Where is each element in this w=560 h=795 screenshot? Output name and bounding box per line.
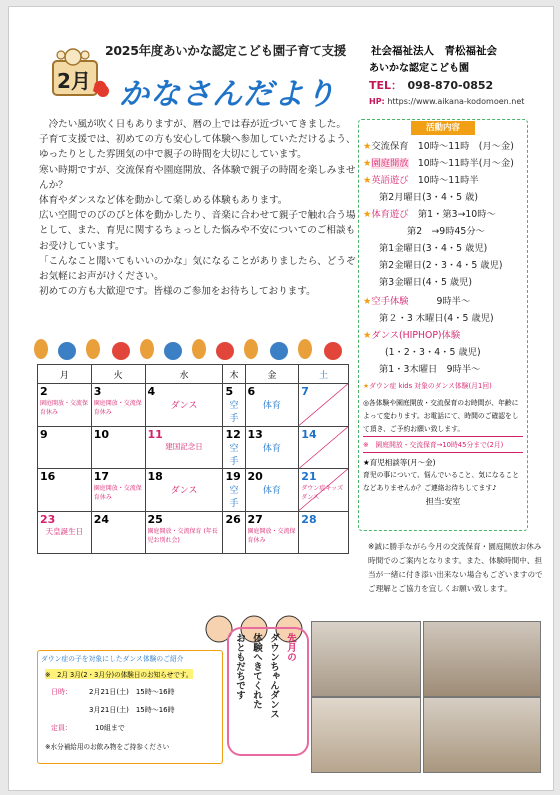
tel-line: TEL： 098-870-0852 [369,79,494,92]
caption-line: 先月の [285,633,296,662]
activity-time: 第1・第3→10時～ [417,209,496,220]
weekday-header: 金 [245,365,299,384]
activity-time: 10時～11時半(月～金) [417,158,514,169]
star-icon: ★ [363,175,372,186]
activity-name: 英語遊び [371,175,409,186]
calendar-day-cell [38,384,92,427]
activity-name: 交流保育 [371,141,409,152]
calendar-week-row [38,469,349,512]
activity-item [363,380,492,390]
activity-time: 第2金曜日(2・3・4・5 歳児) [379,260,503,271]
day-number: 21 [301,470,317,483]
activities-notes [363,397,523,508]
calendar-day-cell [38,426,92,469]
intro-paragraph: 子育て支援では、初めての方も安心して体験へ参加していただけるよう、ゆったりとした雰囲気の中で親子の時間を大切にしています。 [39,134,356,161]
dance-date: 3月21日(土) 15時～16時 [89,706,175,714]
weekday-header: 水 [145,365,223,384]
day-event: 建国記念日 [165,441,203,451]
intro-paragraph: 広い空間でのびのびと体を動かしたり、音楽に合わせて親子で触れ合う場として、また、育児に関するちょっとした悩みや不安についてのご相談もお受けしています。 [39,210,356,252]
activity-name: ダウン症 kids 対象のダンス体験(月1回) [369,382,492,390]
calendar-day-cell [245,511,299,554]
day-note: ダウン症キッズダンス [301,485,344,501]
calendar-day-cell [145,511,223,554]
photo [311,697,421,773]
calendar-day-cell [91,384,145,427]
calendar-day-cell [299,511,349,554]
newsletter-title: かなさんだより [119,77,336,112]
calendar-header-row [38,365,349,384]
day-number: 6 [247,385,256,398]
day-number: 14 [301,427,317,441]
activity-item [363,138,514,152]
calendar-table [37,364,349,554]
note-consultation-title: ★育児相談等(月～金) [363,458,436,467]
weekday-header: 土 [299,365,349,384]
calendar-week-row [38,511,349,554]
calendar-day-cell [145,426,223,469]
activity-time: 第1金曜日(3・4・5 歳児) [379,243,488,254]
tel-number[interactable]: 098-870-0852 [407,79,494,92]
hp-label: HP: [369,97,385,106]
dance-note: ※水分補給用のお飲み物をご持参ください [45,743,170,751]
intro-paragraph: 冷たい風が吹く日もありますが、暦の上では春が近づいてきました。 [48,119,346,130]
activity-time: 第２・3 木曜日(4・5 歳児) [379,313,494,324]
photo [423,697,541,773]
closed-slash-icon [299,469,348,511]
calendar-day-cell [91,511,145,554]
intro-paragraph: 初めての方も大歓迎です。皆様のご参加をお待ちしております。 [39,286,316,298]
dance-title: ダウン症の子を対象にしたダンス体験のご紹介 [41,655,184,663]
day-number: 9 [40,427,48,441]
caption-line: 体験へきてくれた [251,633,262,709]
day-event: 体育 [262,443,281,454]
day-number: 26 [225,512,241,526]
day-number: 5 [225,385,234,398]
day-number: 7 [301,385,309,398]
header-title: 2025年度あいかな認定こども園子育て支援 [105,43,346,58]
dance-deadline: ※ 2月 3月(2・3月分)の体験日のお知らせです。 [45,671,193,679]
activity-time: 10時～11時半 [417,175,479,186]
day-number: 13 [247,427,263,441]
dance-capacity: 10組まで [95,724,125,732]
day-note: 園庭開放・交流保育休み [40,400,89,416]
tel-label: TEL [369,79,392,92]
day-number: 20 [247,470,263,483]
newsletter-page [8,6,554,791]
calendar-day-cell [299,384,349,427]
activity-item [363,327,460,341]
day-event: 体育 [262,486,281,496]
star-icon: ★ [363,209,372,220]
day-number: 2 [40,385,48,398]
schedule-note: ※誠に勝手ながら今月の交流保育・園庭開放お休み時間でのご案内となります。また、体験時間中、担当が一緒に付き添い出来ない場合もございますのでご理解とご協力を宜しくお願い致します。 [368,542,543,593]
day-event: 天皇誕生日 [45,526,84,536]
day-number: 12 [225,427,241,441]
calendar-day-cell [223,426,245,469]
activity-name: 空手体験 [371,296,409,307]
month-label: 2月 [57,69,91,93]
day-number: 11 [147,427,163,441]
activity-item [363,293,470,307]
activity-time: 第2 →9時45分～ [407,226,485,237]
day-event: 空手 [229,401,239,424]
note-reservation: ◎各体験や園庭開放・交流保育のお時間が、年齢によって変わります。お電話にて、時間のご確認をして頂き、ご予約お願い致します。 [363,397,523,437]
activity-name: ダンス(HIPHOP)体験 [371,330,461,341]
day-number: 10 [93,427,110,441]
day-number: 16 [40,470,56,483]
calendar-week-row [38,426,349,469]
intro-paragraph: 体育やダンスなど体を動かして楽しめる体験もあります。 [39,195,288,207]
calendar-day-cell [145,384,223,427]
day-number: 24 [93,512,110,526]
intro-paragraph: 「こんなこと聞いてもいいのかな」気になることがありましたら、どうぞお気軽にお声がけください。 [39,255,356,283]
activity-name: 園庭開放 [371,158,409,169]
star-icon: ★ [363,382,370,390]
activity-item [363,172,479,186]
dance-date-label: 日時： [51,688,72,696]
weekday-header: 火 [91,365,145,384]
calendar-day-cell [145,469,223,512]
day-note: 園庭開放・交流保育休み [93,485,142,501]
activity-item [363,206,496,220]
closed-slash-icon [299,427,348,469]
dance-capacity-label: 定員： [51,724,72,732]
school-name: あいかな認定こども園 [369,63,469,74]
day-note: 園庭開放・交流保育 (年長児お別れ会) [147,527,218,544]
closed-slash-icon [299,384,348,426]
intro-paragraph: 寒い時期ですが、交流保育や園庭開放、各体験で親子の時間を楽しみませんか？ [39,164,356,191]
day-note: 園庭開放・交流保育休み [247,527,296,544]
hp-url[interactable]: https://www.aikana-kodomoen.net [387,97,525,106]
hp-line [369,97,524,106]
calendar-day-cell [223,384,245,427]
day-event: ダンス [170,401,198,411]
star-icon: ★ [363,141,372,152]
star-icon: ★ [363,158,372,169]
activities-title: 活動内容 [411,121,475,135]
star-icon: ★ [363,296,372,307]
weekday-header: 月 [38,365,92,384]
calendar-day-cell [38,511,92,554]
note-hours: ※ 園庭開放・交流保育→10時45分まで(2月) [363,439,523,453]
calendar-day-cell [38,469,92,512]
note-staff: 担当:安室 [425,497,461,506]
dance-date: 2月21日(土) 15時～16時 [89,688,175,696]
day-number: 18 [147,470,163,483]
day-number: 23 [40,512,56,526]
day-number: 3 [93,385,102,398]
activity-time: 第3金曜日(4・5 歳児) [379,277,473,288]
calendar-day-cell [245,426,299,469]
intro-text [39,117,357,299]
day-number: 4 [147,385,156,398]
star-icon: ★ [363,330,372,341]
calendar-day-cell [245,384,299,427]
day-number: 28 [301,512,317,526]
calendar-week-row [38,384,349,427]
weekday-header: 木 [223,365,245,384]
day-event: 空手 [229,443,239,467]
photo-caption [231,633,299,751]
activity-time: 第2月曜日(3・4・5 歳) [379,192,478,203]
calendar-day-cell [299,469,349,512]
note-consultation: 育児の事について、悩んでいること、気になることなどありませんか？ご連絡お待ちしてます♪ [363,471,520,492]
day-number: 27 [247,512,263,526]
day-number: 19 [225,470,241,483]
activity-time: 9時半～ [436,296,471,307]
calendar-day-cell [223,469,245,512]
caption-line: おともだちです [234,633,245,700]
calendar-day-cell [91,469,145,512]
calendar-day-cell [299,426,349,469]
caption-line: ダウンちゃんダンス [268,633,279,719]
day-number: 25 [147,512,163,526]
photo [311,621,421,697]
activity-time: 第1・3木曜日 9時半～ [379,364,481,375]
calendar-day-cell [245,469,299,512]
activity-time: 10時～11時 (月～金) [417,141,514,152]
calendar-day-cell [91,426,145,469]
decoration-row-icon [29,337,355,363]
day-event: 空手 [229,486,239,509]
activity-name: 体育遊び [371,209,409,220]
activity-item [363,155,514,169]
photo [423,621,541,697]
day-event: ダンス [170,486,198,496]
day-number: 17 [93,470,110,483]
day-note: 園庭開放・交流保育休み [93,400,142,416]
calendar-day-cell [223,511,245,554]
activity-time: (1・2・3・4・5 歳児) [385,347,481,358]
corporation-name: 社会福祉法人 青松福祉会 [371,45,497,57]
day-event: 体育 [262,401,281,411]
